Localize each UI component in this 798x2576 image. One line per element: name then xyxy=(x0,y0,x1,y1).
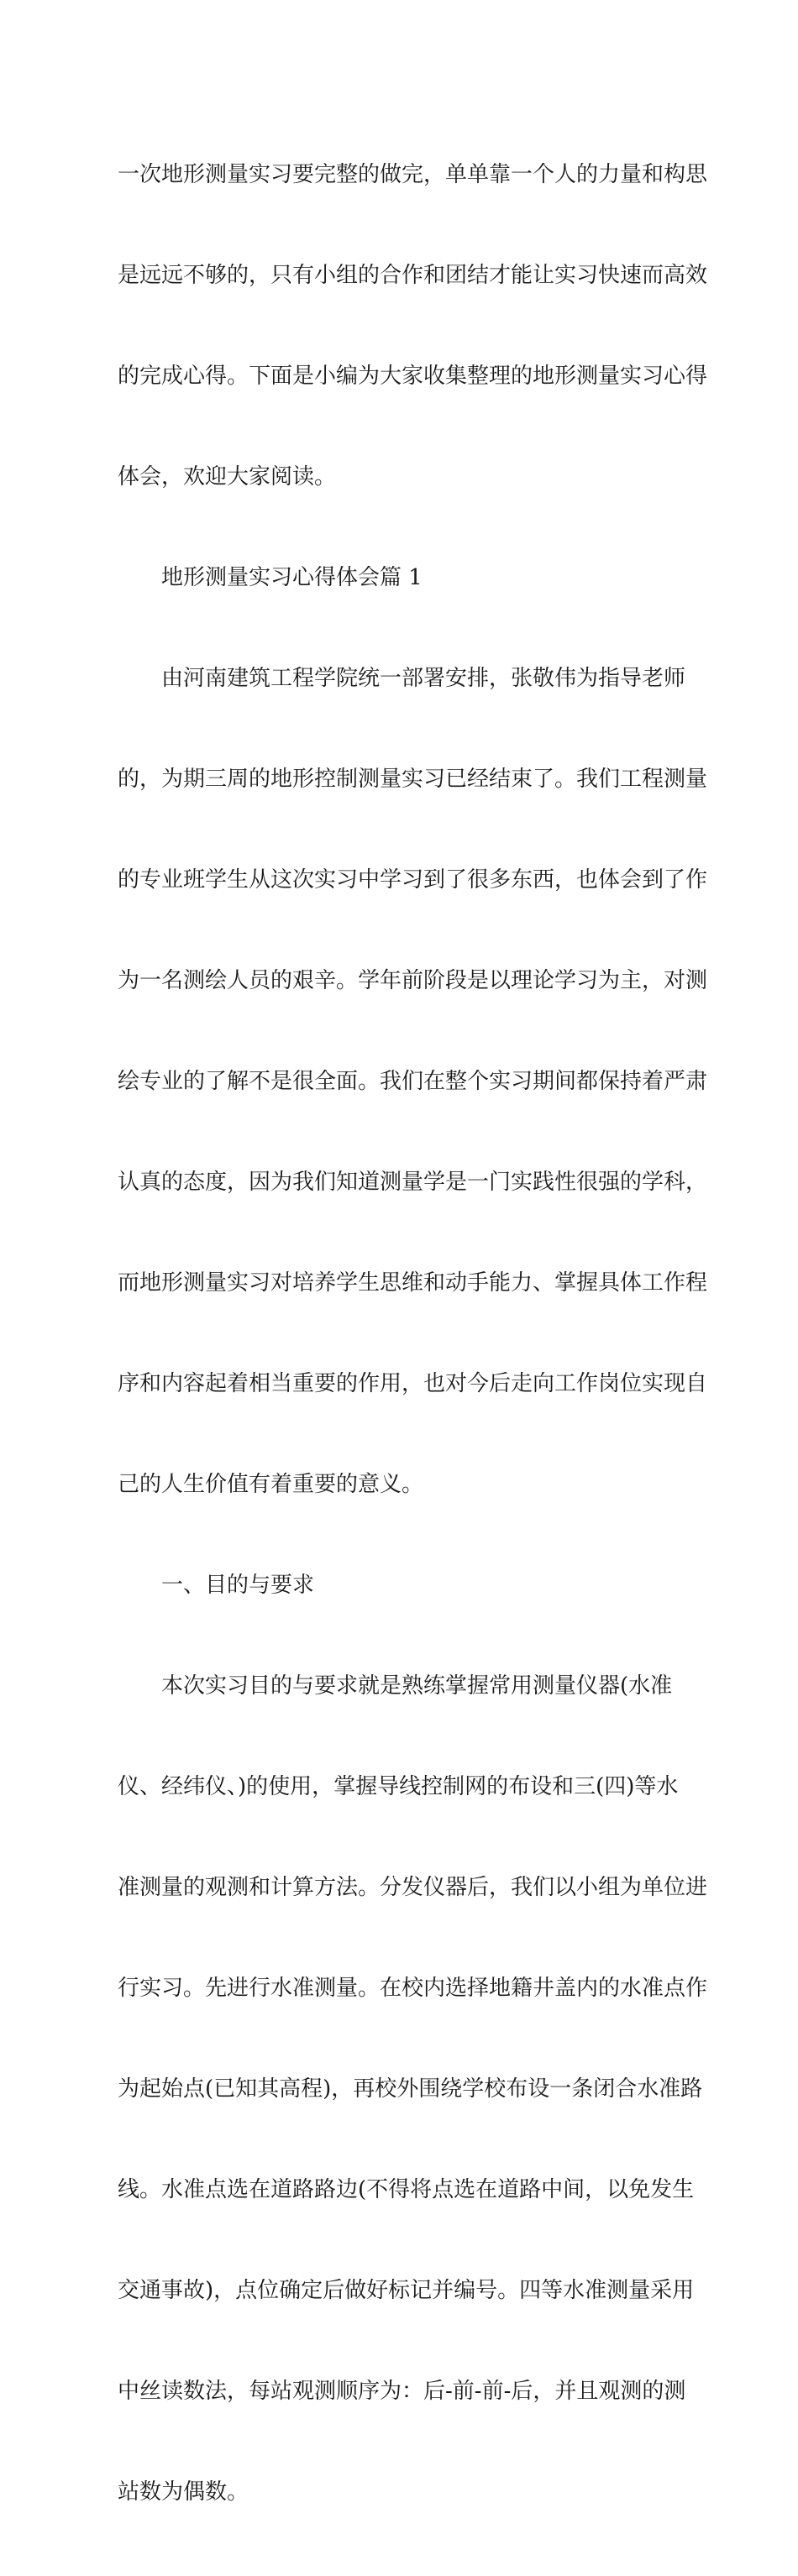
text-line: 序和内容起着相当重要的作用，也对今后走向工作岗位实现自 xyxy=(118,1371,708,1396)
text-line: 认真的态度，因为我们知道测量学是一门实践性很强的学科， xyxy=(118,1170,708,1195)
text-line: 己的人生价值有着重要的意义。 xyxy=(118,1472,424,1497)
text-line: 的专业班学生从这次实习中学习到了很多东西，也体会到了作 xyxy=(118,867,708,893)
section-title: 地形测量实习心得体会篇 1 xyxy=(161,565,423,590)
text-line: 绘专业的了解不是很全面。我们在整个实习期间都保持着严肃 xyxy=(118,1069,708,1094)
text-line: 由河南建筑工程学院统一部署安排，张敬伟为指导老师 xyxy=(161,666,686,691)
intro-paragraph xyxy=(118,91,708,561)
text-line: 站数为偶数。 xyxy=(118,2479,249,2505)
text-line: 为一名测绘人员的艰辛。学年前阶段是以理论学习为主，对测 xyxy=(118,968,708,993)
text-line: 为起始点(已知其高程)，再校外围绕学校布设一条闭合水准路 xyxy=(118,2076,703,2102)
text-line: 行实习。先进行水准测量。在校内选择地籍井盖内的水准点作 xyxy=(118,1976,708,2001)
text-line: 的，为期三周的地形控制测量实习已经结束了。我们工程测量 xyxy=(118,767,708,792)
text-line: 线。水准点选在道路路边(不得将点选在道路中间，以免发生 xyxy=(118,2177,695,2202)
text-line: 中丝读数法，每站观测顺序为：后-前-前-后，并且观测的测 xyxy=(118,2379,686,2404)
text-line: 的完成心得。下面是小编为大家收集整理的地形测量实习心得 xyxy=(118,364,708,389)
text-line: 体会，欢迎大家阅读。 xyxy=(118,464,337,490)
text-line: 本次实习目的与要求就是熟练掌握常用测量仪器(水准 xyxy=(161,1673,673,1699)
text-line: 准测量的观测和计算方法。分发仪器后，我们以小组为单位进 xyxy=(118,1875,708,1900)
text-line: 仪、经纬仪、)的使用，掌握导线控制网的布设和三(四)等水 xyxy=(118,1774,679,1799)
paragraph-2 xyxy=(118,1602,708,2576)
text-line: 是远远不够的，只有小组的合作和团结才能让实习快速而高效 xyxy=(118,263,708,288)
document-page xyxy=(118,91,708,2576)
text-line: 而地形测量实习对培养学生思维和动手能力、掌握具体工作程 xyxy=(118,1270,708,1296)
paragraph-1 xyxy=(118,594,708,1568)
subheading: 一、目的与要求 xyxy=(161,1573,315,1598)
text-line: 一次地形测量实习要完整的做完，单单靠一个人的力量和构思 xyxy=(118,162,708,187)
text-line: 交通事故)，点位确定后做好标记并编号。四等水准测量采用 xyxy=(118,2278,695,2303)
